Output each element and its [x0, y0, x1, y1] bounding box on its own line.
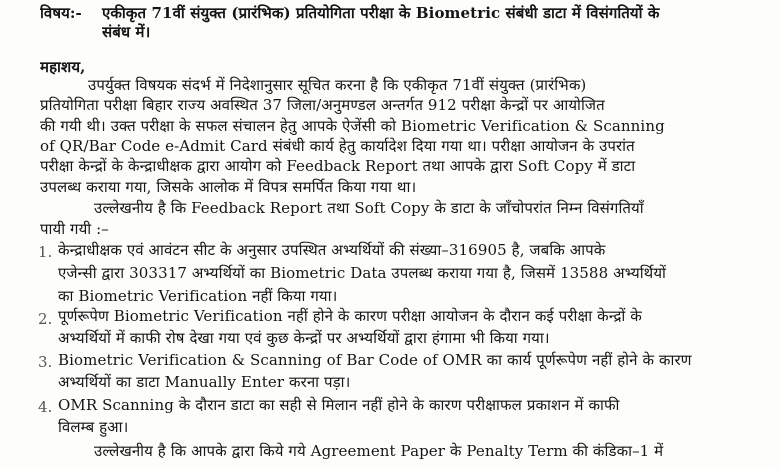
list-item-line: OMR Scanning के दौरान डाटा का सही से मिलान नहीं होने के कारण परीक्षाफल प्रकाशन में काफी [58, 396, 620, 414]
subject-label: विषय:- [40, 4, 82, 22]
list-item-line: का Biometric Verification नहीं किया गया। [58, 287, 338, 305]
list-item-line: पूर्णरूपेण Biometric Verification नहीं होने के कारण परीक्षा आयोजन के दौरान कई परीक्षा केन्द्रों के [58, 307, 642, 325]
list-item-line: अभ्यर्थियों में काफी रोष देखा गया एवं कुछ केन्द्रों पर अभ्यर्थियों द्वारा हंगामा भी किया गया। [58, 329, 550, 347]
paragraph-line: उल्लेखनीय है कि Feedback Report तथा Soft Copy के डाटा के जाँचोपरांत निम्न विसंगतियाँ [94, 199, 644, 217]
list-item-line: अभ्यर्थियों का डाटा Manually Enter करना पड़ा। [58, 373, 351, 391]
salutation: महाशय, [40, 58, 86, 76]
list-item-number: 1. [38, 243, 53, 261]
subject-text-2: संबंध में। [102, 23, 151, 41]
paragraph-line: की गयी थी। उक्त परीक्षा के सफल संचालन हेतु आपके ऐजेंसी को Biometric Verification & Scanning [40, 117, 665, 135]
paragraph-line: उपर्युक्त विषयक संदर्भ में निदेशानुसार सूचित करना है कि एकीकृत 71वीं संयुक्त (प्रारंभिक) [88, 76, 587, 94]
list-item-number: 3. [38, 353, 53, 371]
paragraph-line: उपलब्ध कराया गया, जिसके आलोक में विपत्र समर्पित किया गया था। [40, 178, 417, 196]
paragraph-line: of QR/Bar Code e-Admit Card संबंधी कार्य हेतु कार्यादेश दिया गया था। परीक्षा आयोजन के उपरांत [40, 137, 635, 155]
subject-line [40, 4, 752, 23]
list-item-line: विलम्ब हुआ। [58, 418, 129, 436]
list-item-line: एजेन्सी द्वारा 303317 अभ्यर्थियों का Biometric Data उपलब्ध कराया गया है, जिसमें 13588 अभ्यर्थियों [58, 264, 667, 282]
list-item-number: 4. [38, 398, 53, 416]
paragraph-line: पायी गयी :– [40, 220, 109, 238]
cut-off-line [40, 462, 752, 470]
paragraph-line: उल्लेखनीय है कि आपके द्वारा किये गये Agreement Paper के Penalty Term की कंडिका–1 में [94, 442, 664, 460]
paragraph-line: प्रतियोगिता परीक्षा बिहार राज्य अवस्थित 37 जिला/अनुमण्डल अन्तर्गत 912 परीक्षा केन्द्रों पर आयोजित [40, 96, 605, 114]
subject-text-1: एकीकृत 71वीं संयुक्त (प्रारंभिक) प्रतियोगिता परीक्षा के Biometric संबंधी डाटा में विसंगतियों के [102, 4, 660, 22]
list-item-line: Biometric Verification & Scanning of Bar Code of OMR का कार्य पूर्णरूपेण नहीं होने के कारण [58, 351, 692, 369]
list-item-number: 2. [38, 310, 53, 328]
paragraph-line: परीक्षा केन्द्रों के केन्द्राधीक्षक द्वारा आयोग को Feedback Report तथा आपके द्वारा Soft Copy में डाटा [40, 157, 636, 175]
list-item-line: केन्द्राधीक्षक एवं आवंटन सीट के अनुसार उपस्थित अभ्यर्थियों की संख्या–316905 है, जबकि आपके [58, 241, 606, 259]
